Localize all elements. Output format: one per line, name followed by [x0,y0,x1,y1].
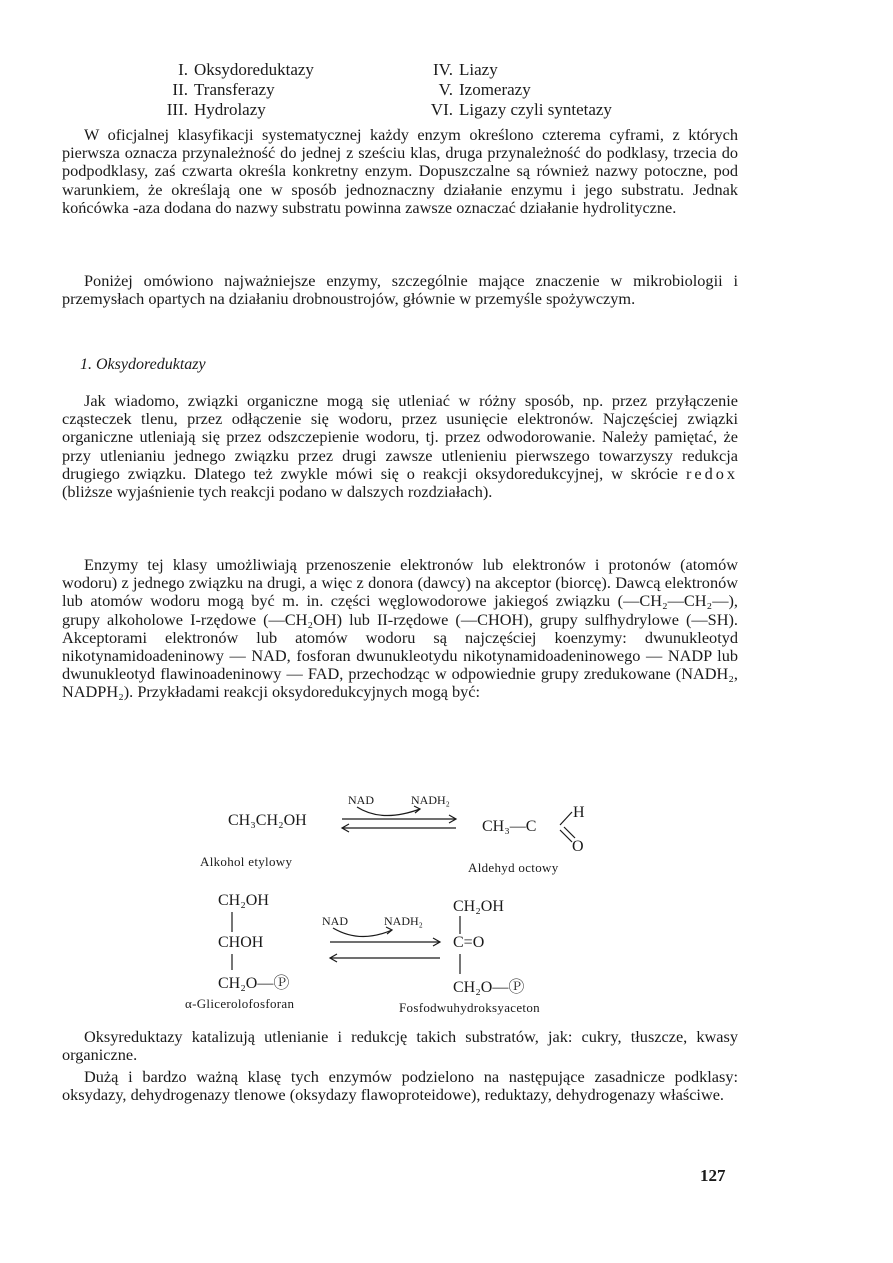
page-number: 127 [700,1166,726,1185]
enzyme-class-column-left [150,60,314,120]
enzyme-class-item: VI. Ligazy czyli syntetazy [430,100,612,119]
paragraph-subclasses: Dużą i bardzo ważną klasę tych enzymów podzielono na następujące zasadnicze podklasy: oksydazy, dehydrogenazy tlenowe (oksydazy flawoproteidowe), reduktazy, dehydrogenazy właściwe. [62,1067,738,1105]
paragraph-oxidation: Jak wiadomo, związki organiczne mogą się utleniać w różny sposób, np. przez przyłączenie cząsteczek tlenu, przez odłączenie się wodoru, przez usunięcie elektronów. Najczęściej związki organiczne utleniają się przez odszczepienie wodoru, tj. przez odwodorowanie. Należy pamiętać, że przy utlenianiu jednego związku przez drugi zawsze utlenieniu pierwszego towarzyszy redukcja drugiego związku. Dlatego też zwykle mówi się o reakcji oksydoredukcyjnej, w skrócie redox (bliższe wyjaśnienie tych reakcji podano w dalszych rozdziałach). [62,391,739,502]
reaction2-cofactor-in: NAD [322,914,348,928]
reaction1-bond-h [560,812,572,825]
reaction2-product-line2: C=O [453,934,485,951]
paragraph-overview: Poniżej omówiono najważniejsze enzymy, szczególnie mające znaczenie w mikrobiologii i przemysłach opartych na działaniu drobnoustrojów, głównie w przemyśle spożywczym. [62,271,738,309]
paragraph-electron-transfer: Enzymy tej klasy umożliwiają przenoszenie elektronów lub elektronów i protonów (atomów wodoru) z jednego związku na drugi, a więc z donora (dawcy) na akceptor (biorcę). Dawcą elektronów lub atomów wodoru mogą być m. in. części węglowodorowe jakiegoś związku (—CH₂—CH₂—), grupy alkoholowe I-rzędowe (—CH₂OH) lub II-rzędowe (—CHOH), grupy sulfhydrylowe (—SH). Akceptorami elektronów lub atomów wodoru są najczęściej koenzymy: dwunukleotyd nikotynamidoadeninowy — NAD, fosforan dwunukleotydu nikotynamidoadeninowego — NADP lub dwunukleotyd flawinoadeninowy — FAD, przechodząc w odpowiednie grupy zredukowane (NADH₂, NADPH₂). Przykładami reakcji oksydoredukcyjnych mogą być: [62,555,738,702]
reaction1-product-name: Aldehyd octowy [468,860,559,875]
reaction2-substrate-line2: CHOH [218,934,264,951]
reaction1-substrate: CH₃CH₂OH [228,812,307,829]
reaction2-substrate-line3: CH₂O—Ⓟ [218,975,290,992]
reaction2-product-line1: CH₂OH [453,898,504,915]
section-heading: 1. Oksydoreduktazy [80,356,206,373]
reaction1-cofactor-out: NADH₂ [411,793,450,807]
enzyme-class-item: III. Hydrolazy [166,100,266,119]
reaction2-substrate-line1: CH₂OH [218,892,269,909]
reaction2-cofactor-curve [333,928,392,937]
reaction2-product-name: Fosfodwuhydroksyaceton [399,1000,540,1015]
redox-term: redox [685,463,739,483]
enzyme-class-item: IV. Liazy [433,60,498,79]
reaction1-bond-o-2 [564,827,575,838]
paragraph-classification: W oficjalnej klasyfikacji systematycznej każdy enzym określono czterema cyframi, z których pierwsza oznacza przynależność do jednej z sześciu klas, druga przynależność do podklasy, trzecia do podpodklasy, zaś czwarta określa konkretny enzym. Dopuszczalne są również nazwy potoczne, pod warunkiem, że określają one w sposób jednoznaczny działanie enzymu i jego substratu. Jednak końcówka -aza dodana do nazwy substratu powinna zawsze oznaczać działanie hydrolityczne. [62,125,738,217]
reaction2-forward-arrowhead [433,938,440,946]
reaction1-substrate-name: Alkohol etylowy [200,854,293,869]
reaction2-substrate-name: α-Glicerolofosforan [185,996,295,1011]
reaction1-cofactor-in: NAD [348,793,374,807]
reaction1-product-h: H [573,804,585,821]
reaction1-bond-o-1 [560,830,572,842]
reaction1-cofactor-curve [357,807,420,816]
reaction2-product-line3: CH₂O—Ⓟ [453,979,525,996]
reaction2-reverse-arrowhead [330,954,337,962]
reaction1-product-o: O [572,838,584,855]
reaction2-cofactor-out: NADH₂ [384,914,423,928]
enzyme-class-column-right [415,60,612,120]
enzyme-class-item: II. Transferazy [172,80,275,99]
enzyme-class-item: V. Izomerazy [438,80,531,99]
enzyme-class-item: I. Oksydoreduktazy [178,60,314,79]
reaction1-reverse-arrowhead [342,824,349,832]
reaction1-product: CH₃—C [482,818,537,835]
reaction1-forward-arrowhead [449,815,456,823]
paragraph-substrates: Oksyreduktazy katalizują utlenianie i redukcję takich substratów, jak: cukry, tłuszcze, kwasy organiczne. [62,1027,738,1065]
